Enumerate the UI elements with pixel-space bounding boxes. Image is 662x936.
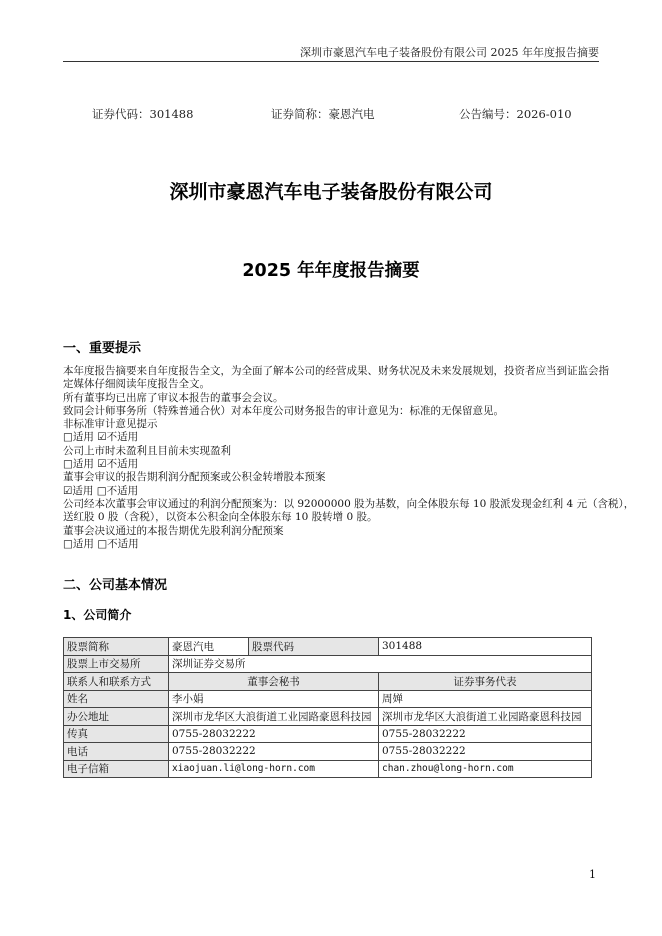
table-label: 姓名 <box>64 690 169 708</box>
table-cell: 301488 <box>379 638 592 656</box>
body-line: 所有董事均已出席了审议本报告的董事会会议。 <box>63 391 284 404</box>
stock-short-name: 证券简称：豪恩汽电 <box>271 107 375 121</box>
running-header: 深圳市豪恩汽车电子装备股份有限公司 2025 年年度报告摘要 <box>300 46 599 59</box>
table-label: 传真 <box>64 725 169 743</box>
table-cell: 0755-28032222 <box>169 725 379 743</box>
table-label: 股票简称 <box>64 638 169 656</box>
section1-body <box>63 365 635 551</box>
report-title: 2025 年年度报告摘要 <box>242 261 420 281</box>
body-line: 董事会决议通过的本报告期优先股利润分配预案 <box>63 524 284 537</box>
table-cell: 深圳市龙华区大浪街道工业园路豪恩科技园 <box>169 708 379 726</box>
body-line: □适用 ☑不适用 <box>63 458 139 471</box>
table-row <box>64 690 592 708</box>
table-cell[interactable]: xiaojuan.li@long-horn.com <box>169 760 379 778</box>
table-row <box>64 638 592 656</box>
body-line: 本年度报告摘要来自年度报告全文，为全面了解本公司的经营成果、财务状况及未来发展规划，投资者应当到证监会指 <box>63 365 609 377</box>
section2-heading: 二、公司基本情况 <box>63 578 168 593</box>
table-label: 电话 <box>64 743 169 761</box>
table-cell[interactable]: chan.zhou@long-horn.com <box>379 760 592 778</box>
body-line: 公司上市时未盈利且目前未实现盈利 <box>63 444 231 457</box>
table-cell: 深圳市龙华区大浪街道工业园路豪恩科技园 <box>379 708 592 726</box>
body-line: 定媒体仔细阅读年度报告全文。 <box>63 378 210 391</box>
body-line: 公司经本次董事会审议通过的利润分配预案为：以 92000000 股为基数，向全体股东每 10 股派发现金红利 4 元（含税）， <box>63 497 635 510</box>
table-row <box>64 760 592 778</box>
table-cell: 豪恩汽电 <box>169 638 249 656</box>
header-rule <box>63 61 599 62</box>
table-label: 电子信箱 <box>64 760 169 778</box>
table-header-cell: 董事会秘书 <box>169 673 379 691</box>
table-row <box>64 655 592 673</box>
body-line: ☑适用 □不适用 <box>63 484 139 497</box>
table-cell: 0755-28032222 <box>379 725 592 743</box>
company-title: 深圳市豪恩汽车电子装备股份有限公司 <box>169 181 493 203</box>
table-row <box>64 708 592 726</box>
body-line: 董事会审议的报告期利润分配预案或公积金转增股本预案 <box>63 471 326 484</box>
table-row <box>64 673 592 691</box>
section2-subheading: 1、公司简介 <box>63 608 132 622</box>
table-label: 股票上市交易所 <box>64 655 169 673</box>
notice-number: 公告编号：2026-010 <box>459 107 572 121</box>
body-line: 非标准审计意见提示 <box>63 418 158 431</box>
table-label: 联系人和联系方式 <box>64 673 169 691</box>
table-cell: 李小娟 <box>169 690 379 708</box>
table-cell: 0755-28032222 <box>379 743 592 761</box>
company-info-table <box>63 637 592 778</box>
table-label: 股票代码 <box>249 638 379 656</box>
table-header-cell: 证券事务代表 <box>379 673 592 691</box>
body-line: □适用 □不适用 <box>63 537 139 550</box>
table-cell: 深圳证券交易所 <box>169 655 592 673</box>
table-row <box>64 743 592 761</box>
section1-heading: 一、重要提示 <box>63 341 142 356</box>
stock-code: 证券代码：301488 <box>92 107 194 121</box>
table-label: 办公地址 <box>64 708 169 726</box>
table-cell: 周婵 <box>379 690 592 708</box>
table-cell: 0755-28032222 <box>169 743 379 761</box>
page-number: 1 <box>589 868 596 881</box>
body-line: □适用 ☑不适用 <box>63 431 139 444</box>
body-line: 致同会计师事务所（特殊普通合伙）对本年度公司财务报告的审计意见为：标准的无保留意见。 <box>63 404 504 417</box>
body-line: 送红股 0 股（含税），以资本公积金向全体股东每 10 股转增 0 股。 <box>63 511 378 524</box>
table-row <box>64 725 592 743</box>
